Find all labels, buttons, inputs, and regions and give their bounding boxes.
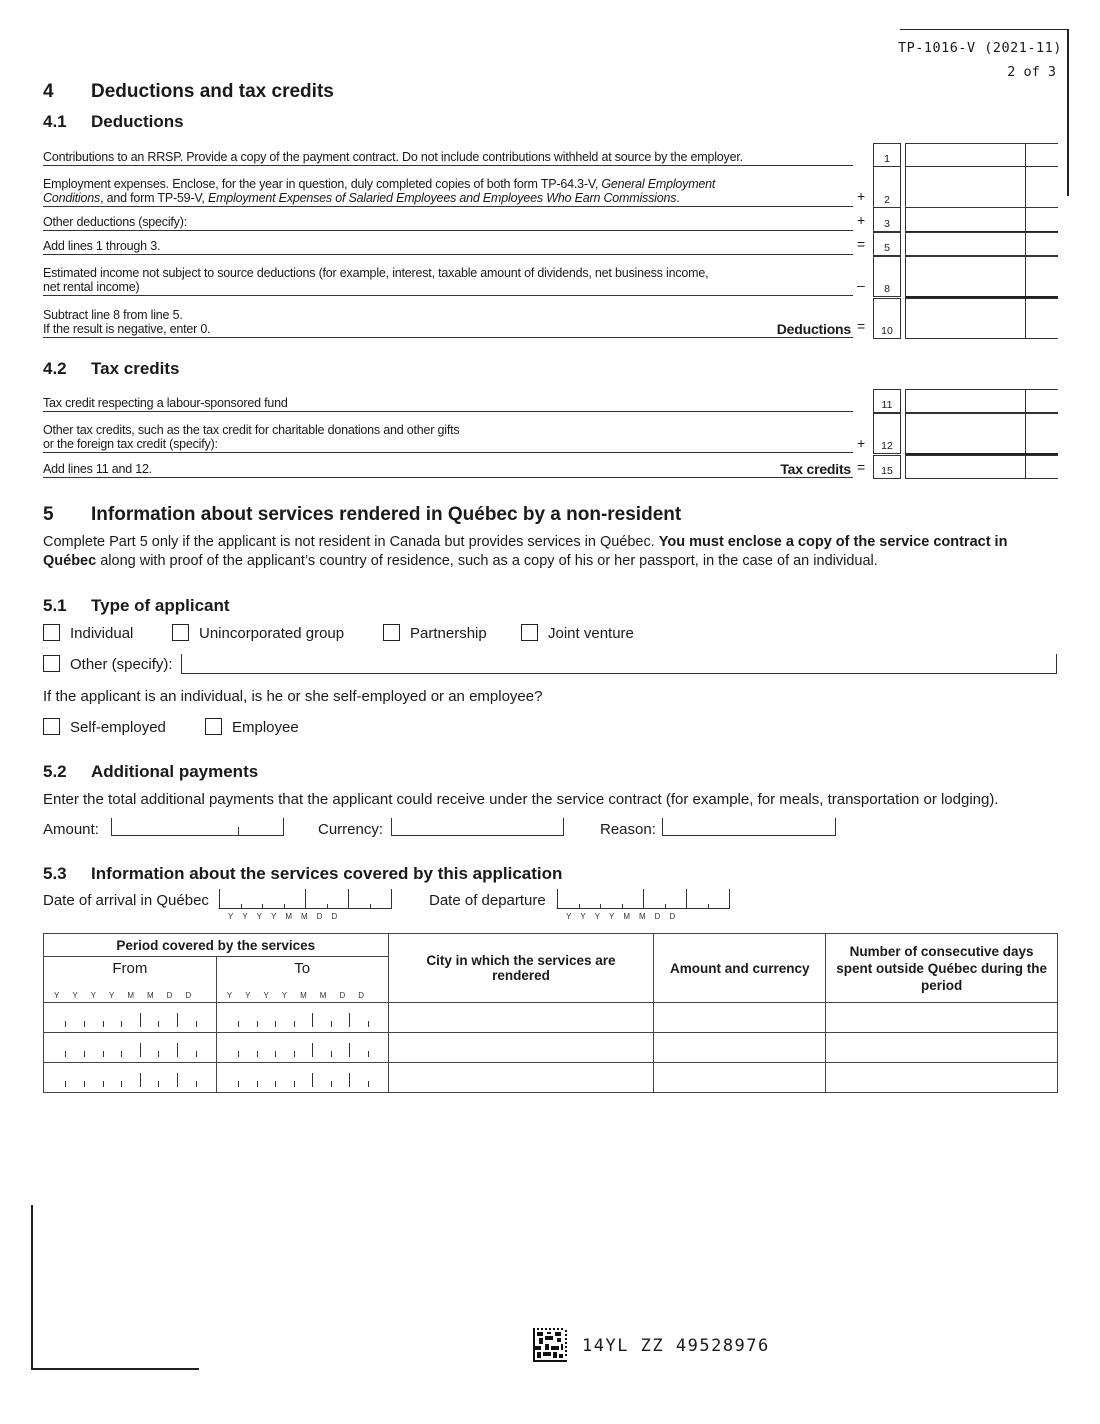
- datamatrix-barcode-icon: [533, 1328, 567, 1362]
- section-5-3-heading: [43, 864, 562, 884]
- partnership-label: Partnership: [410, 625, 487, 642]
- employee-label: Employee: [232, 719, 299, 736]
- from-date-cell[interactable]: [44, 1003, 217, 1033]
- line-10-text-a: Subtract line 8 from line 5.: [43, 308, 183, 322]
- line-10-operator: =: [857, 318, 866, 334]
- joint-venture-checkbox[interactable]: [521, 624, 538, 641]
- city-header: City in which the services are rendered: [388, 934, 654, 1003]
- line-2-text-b: , and form TP-59-V,: [100, 191, 208, 205]
- line-2-number: 2: [873, 166, 901, 208]
- form-id: TP-1016-V (2021-11): [898, 40, 1062, 56]
- line-12-row: [43, 413, 853, 453]
- unincorporated-group-checkbox[interactable]: [172, 624, 189, 641]
- currency-field[interactable]: [391, 818, 564, 836]
- line-15-amount-input[interactable]: [905, 455, 1058, 479]
- part5-title: Information about services rendered in Québec by a non-resident: [91, 504, 682, 525]
- page-frame-top-right: [900, 29, 1068, 30]
- employee-checkbox[interactable]: [205, 718, 222, 735]
- line-10-number: 10: [873, 298, 901, 339]
- line-2-italic-a: General Employment: [601, 177, 716, 191]
- line-8-amount-input[interactable]: [905, 256, 1058, 298]
- amount-cell[interactable]: [654, 1063, 826, 1093]
- unincorporated-group-label: Unincorporated group: [199, 625, 345, 642]
- date-ticks: [56, 1043, 205, 1057]
- line-5-number: 5: [873, 232, 901, 256]
- line-8-operator: –: [857, 277, 865, 293]
- part5-intro-b: along with proof of the applicant’s country of residence, such as a copy of his or her passport, in the case of an individual.: [96, 553, 878, 569]
- departure-date-field[interactable]: [556, 889, 730, 909]
- self-employed-checkbox[interactable]: [43, 718, 60, 735]
- part5-number: 5: [43, 504, 54, 525]
- line-15-number: 15: [873, 455, 901, 479]
- currency-label: Currency:: [318, 821, 384, 838]
- section-5-2-number: 5.2: [43, 762, 67, 781]
- line-12-operator: +: [857, 435, 866, 451]
- line-1-amount-input[interactable]: [905, 143, 1058, 167]
- page-frame-bottom: [31, 1368, 199, 1370]
- payments-instruction: Enter the total additional payments that the applicant could receive under the service contract (for example, for meals, transportation or lodging).: [43, 791, 999, 808]
- section-5-2-heading: [43, 762, 258, 782]
- from-label: From: [112, 960, 148, 977]
- line-2-amount-input[interactable]: [905, 166, 1058, 208]
- line-2-row: [43, 166, 853, 207]
- days-cell[interactable]: [826, 1033, 1058, 1063]
- line-1-number: 1: [873, 143, 901, 167]
- line-5-row: [43, 232, 853, 255]
- from-date-cell[interactable]: [44, 1063, 217, 1093]
- days-cell[interactable]: [826, 1003, 1058, 1033]
- city-cell[interactable]: [388, 1003, 654, 1033]
- line-3-row: [43, 207, 853, 231]
- table-row: [44, 1063, 1058, 1093]
- city-cell[interactable]: [388, 1063, 654, 1093]
- line-2-operator: +: [857, 188, 866, 204]
- line-5-amount-input[interactable]: [905, 232, 1058, 256]
- line-3-amount-input[interactable]: [905, 207, 1058, 233]
- section-4-2-number: 4.2: [43, 359, 67, 378]
- date-segment-field: [56, 1013, 205, 1027]
- line-10-amount-input[interactable]: [905, 298, 1058, 339]
- line-5-operator: =: [857, 236, 866, 252]
- page-frame-right: [1067, 29, 1069, 196]
- individual-question: If the applicant is an individual, is he or she self-employed or an employee?: [43, 688, 543, 705]
- days-cell[interactable]: [826, 1063, 1058, 1093]
- to-label: To: [294, 960, 311, 977]
- arrival-date-field[interactable]: [218, 889, 392, 909]
- partnership-checkbox[interactable]: [383, 624, 400, 641]
- section-4-1-title: Deductions: [91, 112, 184, 131]
- date-segment-field: [56, 1043, 205, 1057]
- section-5-3-title: Information about the services covered by this application: [91, 864, 563, 883]
- line-2-italic-c: Employment Expenses of Salaried Employees and Employees Who Earn Commissions: [207, 191, 677, 205]
- line-3-text: Other deductions (specify):: [43, 215, 187, 229]
- date-segment-field: [229, 1013, 377, 1027]
- from-date-format: YYYYMMDD: [54, 991, 205, 1000]
- table-row: [44, 1003, 1058, 1033]
- reason-field[interactable]: [662, 818, 836, 836]
- section-5-2-title: Additional payments: [91, 762, 259, 781]
- other-label: Other (specify):: [70, 656, 173, 673]
- date-segment-field: [56, 1073, 205, 1087]
- date-ticks: [56, 1073, 205, 1087]
- line-8-number: 8: [873, 256, 901, 297]
- part4-heading: [43, 81, 334, 103]
- deductions-label: Deductions: [776, 321, 851, 337]
- line-15-text: Add lines 11 and 12.: [43, 462, 153, 476]
- date-ticks: [218, 889, 392, 909]
- part4-title: Deductions and tax credits: [91, 81, 334, 102]
- line-2-text-c: .: [676, 191, 680, 205]
- section-4-2-heading: [43, 359, 180, 379]
- section-5-3-number: 5.3: [43, 864, 67, 883]
- line-12-text-b: or the foreign tax credit (specify):: [43, 437, 218, 451]
- line-12-text-a: Other tax credits, such as the tax credit for charitable donations and other gifts: [43, 423, 460, 437]
- other-specify-field[interactable]: [181, 654, 1057, 674]
- line-3-operator: +: [857, 212, 866, 228]
- amount-currency-header: Amount and currency: [654, 934, 826, 1003]
- page-frame-left: [31, 1205, 33, 1370]
- from-header: [44, 957, 217, 1003]
- line-11-amount-input[interactable]: [905, 389, 1058, 413]
- part4-number: 4: [43, 81, 54, 102]
- amount-cell[interactable]: [654, 1003, 826, 1033]
- from-date-cell[interactable]: [44, 1033, 217, 1063]
- line-8-text-a: Estimated income not subject to source deductions (for example, interest, taxable amount of dividends, net business income,: [43, 266, 709, 280]
- date-ticks: [229, 1043, 377, 1057]
- period-header: Period covered by the services: [44, 934, 389, 957]
- city-cell[interactable]: [388, 1033, 654, 1063]
- individual-label: Individual: [70, 625, 134, 642]
- arrival-date-format: YYYYMMDD: [228, 912, 347, 921]
- departure-date-label: Date of departure: [429, 892, 546, 909]
- date-ticks: [229, 1073, 377, 1087]
- part5-intro: [43, 533, 1059, 571]
- section-5-1-number: 5.1: [43, 596, 67, 615]
- to-header: [216, 957, 388, 1003]
- part5-intro-bold: You must enclose a copy of the service contract in Québec: [43, 534, 1008, 569]
- amount-cell[interactable]: [654, 1033, 826, 1063]
- date-segment-field: [229, 1043, 377, 1057]
- line-2-text-a: Employment expenses. Enclose, for the year in question, duly completed copies of both form TP-64.3-V,: [43, 177, 602, 191]
- joint-venture-label: Joint venture: [548, 625, 634, 642]
- part5-heading: [43, 504, 681, 526]
- days-outside-header: Number of consecutive days spent outside Québec during the period: [826, 934, 1058, 1003]
- line-1-row: [43, 143, 853, 166]
- part5-intro-a: Complete Part 5 only if the applicant is not resident in Canada but provides services in Québec.: [43, 534, 659, 550]
- line-5-text: Add lines 1 through 3.: [43, 239, 161, 253]
- line-15-row: [43, 455, 853, 478]
- section-4-1-heading: [43, 112, 184, 132]
- date-ticks: [556, 889, 730, 909]
- line-12-number: 12: [873, 413, 901, 454]
- line-11-number: 11: [873, 389, 901, 413]
- tax-credits-label: Tax credits: [780, 461, 851, 477]
- arrival-date-label: Date of arrival in Québec: [43, 892, 209, 909]
- amount-label: Amount:: [43, 821, 99, 838]
- line-11-row: [43, 389, 853, 412]
- self-employed-label: Self-employed: [70, 719, 166, 736]
- table-row: [44, 1033, 1058, 1063]
- line-11-text: Tax credit respecting a labour-sponsored fund: [43, 396, 288, 410]
- to-date-cell[interactable]: [216, 1063, 388, 1093]
- page-number: 2 of 3: [1007, 64, 1056, 80]
- to-date-cell[interactable]: [216, 1033, 388, 1063]
- section-4-1-number: 4.1: [43, 112, 67, 131]
- reason-label: Reason:: [600, 821, 656, 838]
- date-ticks: [229, 1013, 377, 1027]
- line-8-row: [43, 256, 853, 296]
- amount-field[interactable]: [111, 818, 284, 836]
- section-5-1-heading: [43, 596, 230, 616]
- line-2-italic-b: Conditions: [43, 191, 101, 205]
- date-segment-field: [229, 1073, 377, 1087]
- line-12-amount-input[interactable]: [905, 413, 1058, 455]
- barcode-text: 14YL ZZ 49528976: [582, 1336, 770, 1356]
- section-4-2-title: Tax credits: [91, 359, 180, 378]
- line-8-text-b: net rental income): [43, 280, 140, 294]
- departure-date-format: YYYYMMDD: [566, 912, 685, 921]
- services-table: [43, 933, 1058, 1093]
- line-1-text: Contributions to an RRSP. Provide a copy of the payment contract. Do not include contributions withheld at source by the employer.: [43, 150, 743, 164]
- individual-checkbox[interactable]: [43, 624, 60, 641]
- line-3-number: 3: [873, 207, 901, 232]
- to-date-cell[interactable]: [216, 1003, 388, 1033]
- date-ticks: [56, 1013, 205, 1027]
- to-date-format: YYYYMMDD: [226, 991, 378, 1000]
- line-10-text-b: If the result is negative, enter 0.: [43, 322, 211, 336]
- line-15-operator: =: [857, 459, 866, 475]
- line-10-row: [43, 298, 853, 338]
- section-5-1-title: Type of applicant: [91, 596, 230, 615]
- other-checkbox[interactable]: [43, 655, 60, 672]
